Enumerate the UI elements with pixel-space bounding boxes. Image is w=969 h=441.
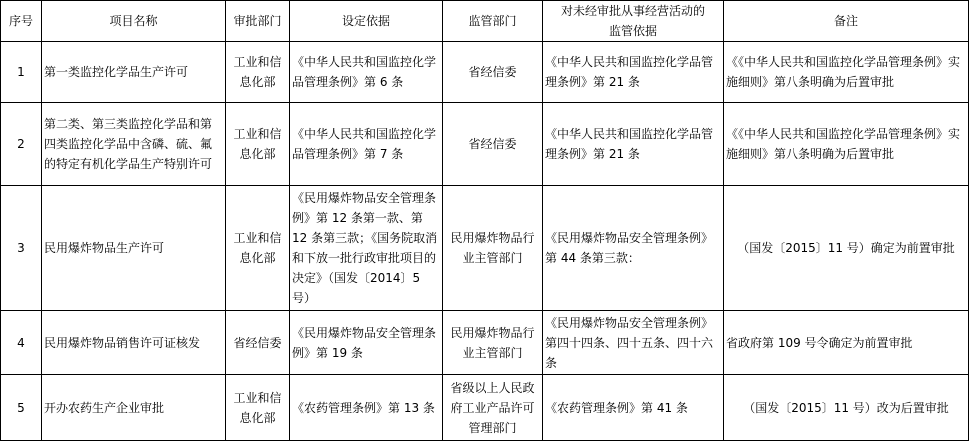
cell-no: 3 [1, 186, 42, 311]
cell-name: 第二类、第三类监控化学品和第四类监控化学品中含磷、硫、氟的特定有机化学品生产特别许可 [42, 103, 226, 186]
cell-supervisor: 民用爆炸物品行业主管部门 [443, 311, 543, 375]
table-row [1, 186, 969, 311]
cell-basis: 《农药管理条例》第 13 条 [290, 375, 443, 441]
cell-no: 4 [1, 311, 42, 375]
cell-basis: 《民用爆炸物品安全管理条例》第 19 条 [290, 311, 443, 375]
cell-dept: 工业和信息化部 [226, 375, 290, 441]
cell-name: 民用爆炸物品销售许可证核发 [42, 311, 226, 375]
header-basis: 设定依据 [290, 1, 443, 42]
cell-name: 开办农药生产企业审批 [42, 375, 226, 441]
cell-penalty: 《中华人民共和国监控化学品管理条例》第 21 条 [543, 103, 724, 186]
cell-note: 《《中华人民共和国监控化学品管理条例》实施细则》第八条明确为后置审批 [724, 103, 969, 186]
header-penalty: 对未经审批从事经营活动的监管依据 [543, 1, 724, 42]
header-supervisor: 监管部门 [443, 1, 543, 42]
cell-penalty: 《农药管理条例》第 41 条 [543, 375, 724, 441]
cell-name: 民用爆炸物品生产许可 [42, 186, 226, 311]
cell-basis: 《中华人民共和国监控化学品管理条例》第 6 条 [290, 42, 443, 103]
cell-penalty: 《民用爆炸物品安全管理条例》第四十四条、四十五条、四十六条 [543, 311, 724, 375]
cell-no: 5 [1, 375, 42, 441]
header-no: 序号 [1, 1, 42, 42]
cell-dept: 工业和信息化部 [226, 186, 290, 311]
cell-note: （国发〔2015〕11 号）确定为前置审批 [724, 186, 969, 311]
cell-note: 省政府第 109 号令确定为前置审批 [724, 311, 969, 375]
header-name: 项目名称 [42, 1, 226, 42]
cell-supervisor: 省级以上人民政府工业产品许可管理部门 [443, 375, 543, 441]
cell-name: 第一类监控化学品生产许可 [42, 42, 226, 103]
cell-note: 《《中华人民共和国监控化学品管理条例》实施细则》第八条明确为后置审批 [724, 42, 969, 103]
cell-supervisor: 省经信委 [443, 42, 543, 103]
cell-no: 2 [1, 103, 42, 186]
header-note: 备注 [724, 1, 969, 42]
cell-supervisor: 民用爆炸物品行业主管部门 [443, 186, 543, 311]
table-row [1, 375, 969, 441]
cell-supervisor: 省经信委 [443, 103, 543, 186]
header-dept: 审批部门 [226, 1, 290, 42]
header-row [1, 1, 969, 42]
cell-penalty: 《中华人民共和国监控化学品管理条例》第 21 条 [543, 42, 724, 103]
cell-dept: 工业和信息化部 [226, 103, 290, 186]
table-row [1, 42, 969, 103]
cell-no: 1 [1, 42, 42, 103]
cell-dept: 省经信委 [226, 311, 290, 375]
cell-note: （国发〔2015〕11 号）改为后置审批 [724, 375, 969, 441]
cell-penalty: 《民用爆炸物品安全管理条例》第 44 条第三款： [543, 186, 724, 311]
cell-dept: 工业和信息化部 [226, 42, 290, 103]
table-row [1, 103, 969, 186]
cell-basis: 《民用爆炸物品安全管理条例》第 12 条第一款、第 12 条第三款；《国务院取消和下放一批行政审批项目的决定》（国发〔2014〕5 号） [290, 186, 443, 311]
table-row [1, 311, 969, 375]
cell-basis: 《中华人民共和国监控化学品管理条例》第 7 条 [290, 103, 443, 186]
